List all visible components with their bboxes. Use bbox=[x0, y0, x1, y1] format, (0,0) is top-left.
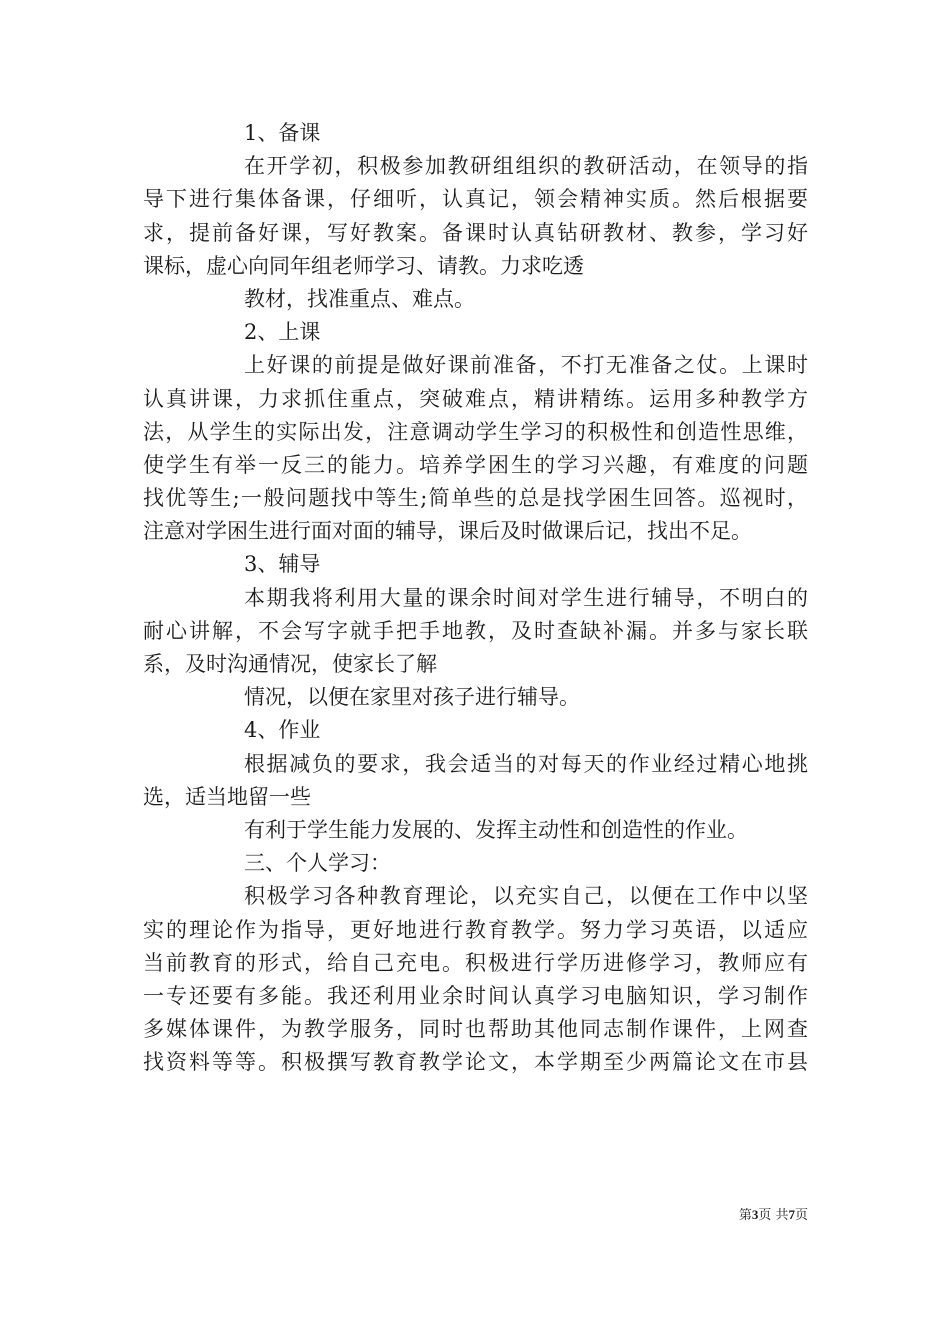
paragraph-line: 情况，以便在家里对孩子进行辅导。 bbox=[244, 685, 580, 710]
paragraph-line: 系，及时沟通情况，使家长了解 bbox=[143, 652, 437, 676]
heading-lesson-prep: 1、备课 bbox=[244, 121, 321, 145]
paragraph-line: 上好课的前提是做好课前准备，不打无准备之仗。上课时 bbox=[244, 353, 808, 378]
paragraph-line: 根据减负的要求，我会适当的对每天的作业经过精心地挑 bbox=[244, 751, 808, 776]
paragraph-line: 当前教育的形式，给自己充电。积极进行学历进修学习，教师应有 bbox=[143, 950, 808, 975]
paragraph-line: 实的理论作为指导，更好地进行教育教学。努力学习英语，以适应 bbox=[143, 917, 808, 942]
paragraph-line: 有利于学生能力发展的、发挥主动性和创造性的作业。 bbox=[244, 817, 748, 842]
footer-suffix: 页 bbox=[794, 1208, 808, 1223]
paragraph-line: 本期我将利用大量的课余时间对学生进行辅导，不明白的 bbox=[244, 585, 808, 610]
paragraph-line: 在开学初，积极参加教研组组织的教研活动，在领导的指 bbox=[244, 154, 808, 179]
paragraph-line: 求，提前备好课，写好教案。备课时认真钻研教材、教参，学习好 bbox=[143, 220, 808, 245]
paragraph-line: 找资料等等。积极撰写教育教学论文，本学期至少两篇论文在市县 bbox=[143, 1050, 808, 1075]
footer-middle: 页 共 bbox=[758, 1208, 789, 1223]
total-pages-number: 7 bbox=[788, 1207, 795, 1222]
paragraph-line: 教材，找准重点、难点。 bbox=[244, 286, 475, 311]
page-number-footer bbox=[739, 1204, 808, 1223]
paragraph-line: 多媒体课件，为教学服务，同时也帮助其他同志制作课件，上网查 bbox=[143, 1017, 808, 1042]
paragraph-line: 课标，虚心向同年组老师学习、请教。力求吃透 bbox=[143, 253, 584, 278]
paragraph-line: 注意对学困生进行面对面的辅导，课后及时做课后记，找出不足。 bbox=[143, 519, 752, 544]
heading-homework: 4、作业 bbox=[244, 718, 321, 743]
heading-class: 2、上课 bbox=[244, 320, 321, 345]
paragraph-line: 认真讲课，力求抓住重点，突破难点，精讲精练。运用多种教学方 bbox=[143, 386, 808, 411]
document-body bbox=[143, 117, 808, 1079]
paragraph-line: 使学生有举一反三的能力。培养学困生的学习兴趣，有难度的问题 bbox=[143, 452, 808, 477]
paragraph-line: 法，从学生的实际出发，注意调动学生学习的积极性和创造性思维， bbox=[143, 419, 808, 444]
heading-tutoring: 3、辅导 bbox=[244, 552, 321, 577]
paragraph-line: 一专还要有多能。我还利用业余时间认真学习电脑知识，学习制作 bbox=[143, 983, 808, 1008]
paragraph-line: 耐心讲解，不会写字就手把手地教，及时查缺补漏。并多与家长联 bbox=[143, 618, 808, 643]
paragraph-line: 找优等生;一般问题找中等生;简单些的总是找学困生回答。巡视时， bbox=[143, 486, 808, 511]
paragraph-line: 选，适当地留一些 bbox=[143, 784, 311, 809]
paragraph-line: 导下进行集体备课，仔细听，认真记，领会精神实质。然后根据要 bbox=[143, 187, 808, 212]
footer-prefix: 第 bbox=[738, 1208, 752, 1223]
paragraph-line: 积极学习各种教育理论，以充实自己，以便在工作中以坚 bbox=[244, 884, 808, 909]
current-page-number: 3 bbox=[751, 1207, 759, 1222]
heading-personal-study: 三、个人学习： bbox=[244, 851, 391, 876]
